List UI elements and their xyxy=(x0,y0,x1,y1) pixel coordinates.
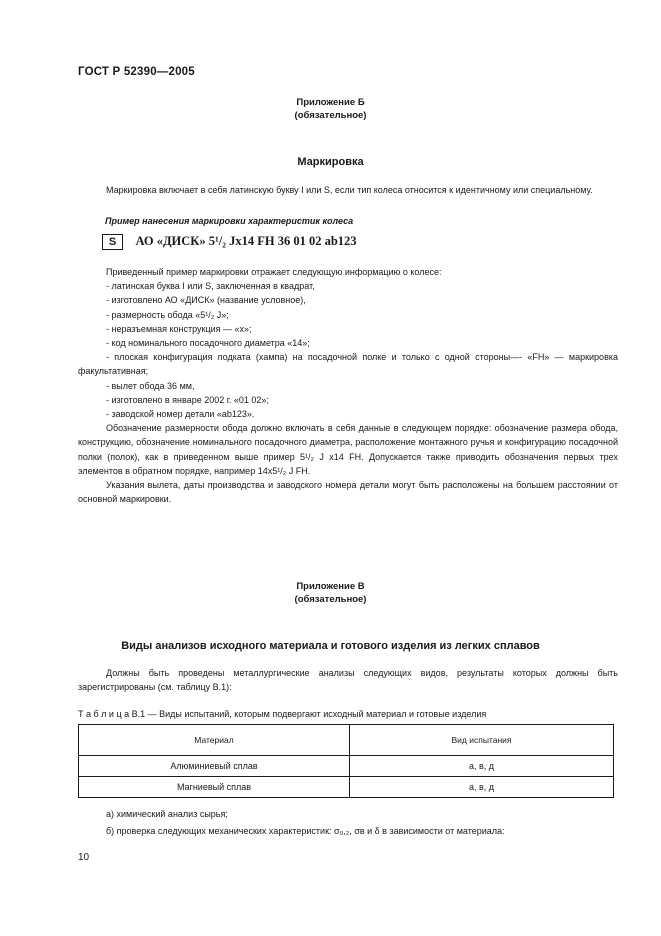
table-caption: Т а б л и ц а В.1 — Виды испытаний, которым подвергают исходный материал и готовые изделия xyxy=(78,709,487,719)
appendix-b-explanation xyxy=(78,265,618,506)
appendix-b-intro-block xyxy=(78,183,618,197)
page-number: 10 xyxy=(78,852,90,863)
appendix-v-intro: Должны быть проведены металлургические анализы следующих видов, результаты которых должны быть зарегистрированы (см. таблицу В.1): xyxy=(78,668,618,693)
example-label: Пример нанесения маркировки характеристик колеса xyxy=(105,216,354,226)
table-header-material: Материал xyxy=(79,725,350,756)
table-row xyxy=(79,756,614,777)
list-item: - изготовлено в январе 2002 г. «01 02»; xyxy=(106,394,269,405)
standard-header: ГОСТ Р 52390—2005 xyxy=(78,66,195,78)
appendix-b-status: (обязательное) xyxy=(294,110,367,121)
appendix-v-status: (обязательное) xyxy=(294,594,367,605)
table-cell: а, в, д xyxy=(350,756,614,777)
paragraph-order: Обозначение размерности обода должно включать в себя данные в следующем порядке: обозначение размера обода, конструкцию, обозначение номинального посадочного диаметра, расположение монтажного ручья и конфигурацию посадочной полки (полок), как в приведенном выше пример 5¹/₂ J x14 FH. Допускается также приводить обозначения первых трех элементов в обратном порядке, например 14x5¹/₂ J FH. xyxy=(78,423,618,476)
marking-box: S xyxy=(102,234,123,250)
list-item: - плоская конфигурация подката (хампа) на посадочной полке и только с одной стороны—- «FH» — маркировка факультативная; xyxy=(78,352,618,377)
table-cell: Магниевый сплав xyxy=(79,777,350,798)
table-header-row xyxy=(79,725,614,756)
footnote-b: б) проверка следующих механических характеристик: σ₀,₂, σв и δ в зависимости от материала: xyxy=(106,826,505,836)
appendix-b-heading: Маркировка xyxy=(297,156,364,168)
list-item: - размерность обода «5¹/₂ J»; xyxy=(106,309,229,320)
list-item: - латинская буква I или S, заключенная в квадрат, xyxy=(106,281,315,292)
appendix-v-title: Приложение В xyxy=(296,581,365,592)
appendix-v-heading: Виды анализов исходного материала и готового изделия из легких сплавов xyxy=(121,640,540,652)
appendix-v-title-block xyxy=(0,580,661,606)
footnote-a: а) химический анализ сырья; xyxy=(106,809,228,819)
appendix-b-title: Приложение Б xyxy=(296,97,365,108)
appendix-v-intro-block xyxy=(78,666,618,694)
table-header-test: Вид испытания xyxy=(350,725,614,756)
list-item: - код номинального посадочного диаметра «14»; xyxy=(106,338,310,349)
list-item: - заводской номер детали «ab123». xyxy=(106,409,255,420)
appendix-b-title-block xyxy=(0,96,661,122)
table-cell: Алюминиевый сплав xyxy=(79,756,350,777)
explain-intro: Приведенный пример маркировки отражает следующую информацию о колесе: xyxy=(106,267,442,277)
list-item: - изготовлено АО «ДИСК» (название условное), xyxy=(106,295,306,306)
list-item: - вылет обода 36 мм, xyxy=(106,380,195,391)
paragraph-location: Указания вылета, даты производства и заводского номера детали могут быть расположены на большем расстоянии от основной маркировки. xyxy=(78,480,618,505)
tests-table xyxy=(78,724,614,798)
table-cell: а, в, д xyxy=(350,777,614,798)
table-row xyxy=(79,777,614,798)
marking-example xyxy=(102,233,357,251)
appendix-b-intro: Маркировка включает в себя латинскую букву I или S, если тип колеса относится к идентичному или специальному. xyxy=(106,185,593,195)
marking-text: АО «ДИСК» 5¹/₂ Jx14 FH 36 01 02 ab123 xyxy=(135,234,357,249)
list-item: - неразъемная конструкция — «x»; xyxy=(106,323,252,334)
